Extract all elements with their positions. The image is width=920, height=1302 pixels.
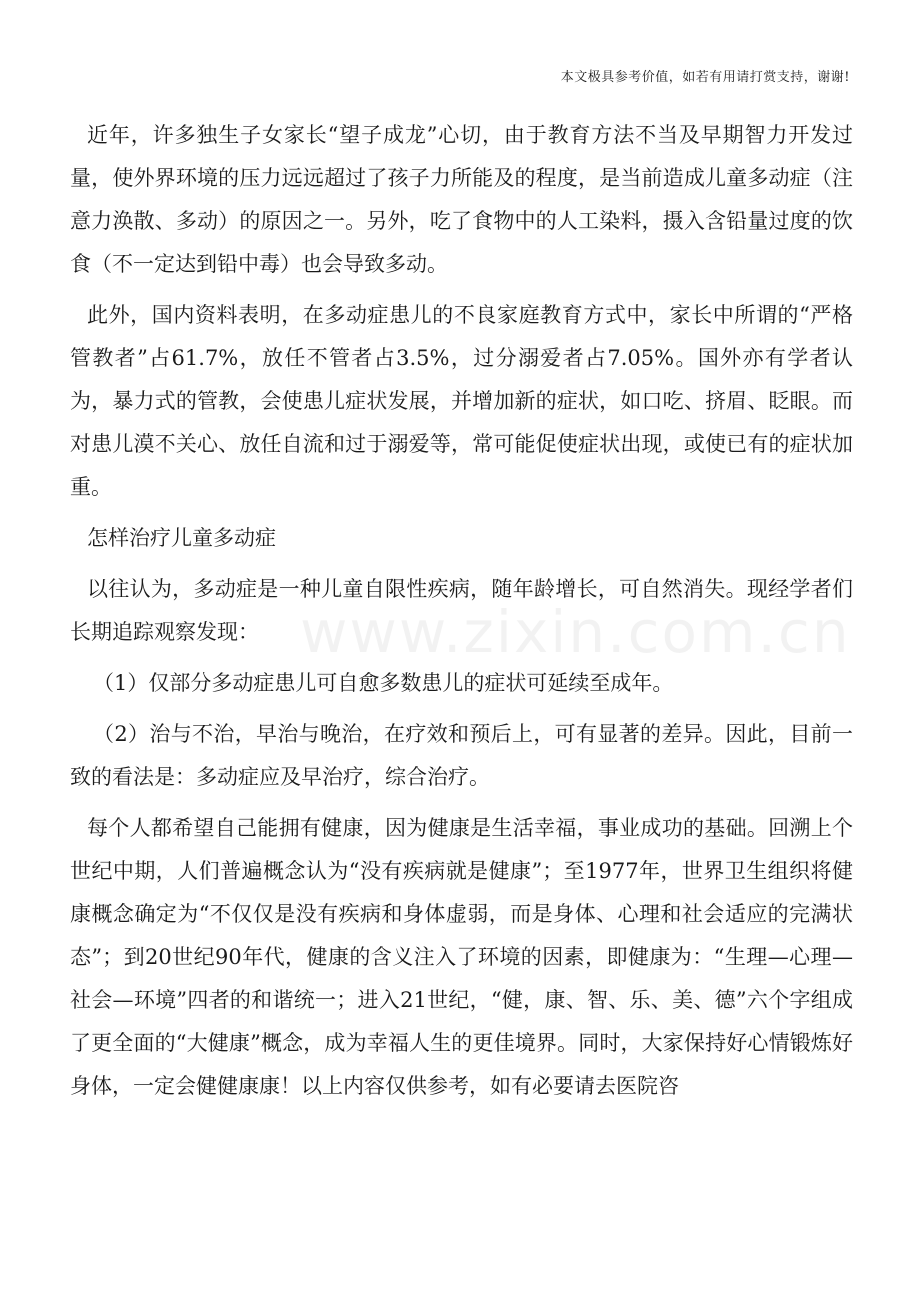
document-body <box>70 114 853 1116</box>
paragraph-health: 每个人都希望自己能拥有健康，因为健康是生活幸福，事业成功的基础。回溯上个世纪中期，人们普遍概念认为“没有疾病就是健康”；至1977年，世界卫生组织将健康概念确定为“不仅仅是没有疾病和身体虚弱，而是身体、心理和社会适应的完满状态”；到20世纪90年代，健康的含义注入了环境的因素，即健康为：“生理—心理—社会—环境”四者的和谐统一；进入21世纪，“健，康、智、乐、美、德”六个字组成了更全面的“大健康”概念，成为幸福人生的更佳境界。同时，大家保持好心情锻炼好身体，一定会健健康康！以上内容仅供参考，如有必要请去医院咨 <box>70 816 853 1098</box>
section-heading: 怎样治疗儿童多动症 <box>87 526 276 550</box>
paragraph-previous-view: 以往认为，多动症是一种儿童自限性疾病，随年龄增长，可自然消失。现经学者们长期追踪观察发现： <box>70 577 853 644</box>
list-item-2: （2）治与不治，早治与晚治，在疗效和预后上，可有显著的差异。因此，目前一致的看法是：多动症应及早治疗，综合治疗。 <box>70 722 853 789</box>
paragraph-causes: 近年，许多独生子女家长“望子成龙”心切，由于教育方法不当及早期智力开发过量，使外界环境的压力远远超过了孩子力所能及的程度，是当前造成儿童多动症（注意力涣散、多动）的原因之一。另外，吃了食物中的人工染料，摄入含铅量过度的饮食（不一定达到铅中毒）也会导致多动。 <box>70 123 853 276</box>
watermark: www.zixin.com.cn <box>300 598 851 666</box>
paragraph-family-education: 此外，国内资料表明，在多动症患儿的不良家庭教育方式中，家长中所谓的“严格管教者”占61.7%，放任不管者占3.5%，过分溺爱者占7.05%。国外亦有学者认为，暴力式的管教，会使患儿症状发展，并增加新的症状，如口吃、挤眉、眨眼。而对患儿漠不关心、放任自流和过于溺爱等，常可能促使症状出现，或使已有的症状加重。 <box>70 303 853 499</box>
list-item-1: （1）仅部分多动症患儿可自愈多数患儿的症状可延续至成年。 <box>93 671 674 695</box>
header-note: 本文极具参考价值，如若有用请打赏支持，谢谢! <box>560 70 850 85</box>
